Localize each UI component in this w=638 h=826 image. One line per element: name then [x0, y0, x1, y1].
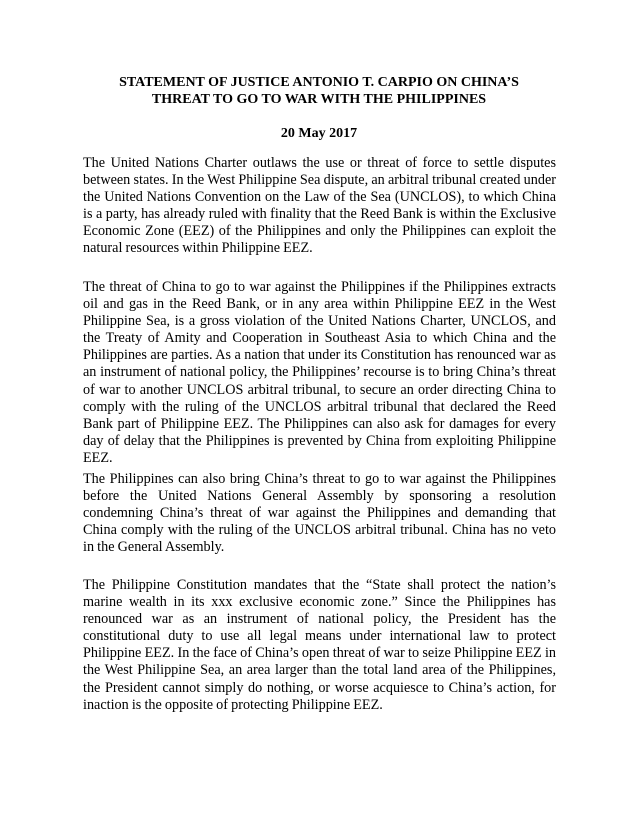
paragraph-1: The United Nations Charter outlaws the use or threat of force to settle disputes between states. In the West Philippine Sea dispute, an arbitral tribunal created under the United Nations Convention on the Law of the Sea (UNCLOS), to which China is a party, has already ruled with finality that the Reed Bank is within the Exclusive Economic Zone (EEZ) of the Philippines and only the Philippines can exploit the natural resources within Philippine EEZ.: [83, 155, 556, 257]
paragraph-4: The Philippine Constitution mandates that the “State shall protect the nation’s marine wealth in its xxx exclusive economic zone.” Since the Philippines has renounced war as an instrument of national policy, the President has the constitutional duty to use all legal means under international law to protect Philippine EEZ. In the face of China’s open threat of war to seize Philippine EEZ in the West Philippine Sea, an area larger than the total land area of the Philippines, the President cannot simply do nothing, or worse acquiesce to China’s action, for inaction is the opposite of protecting Philippine EEZ.: [83, 577, 556, 713]
title-line-2: THREAT TO GO TO WAR WITH THE PHILIPPINES: [151, 92, 487, 107]
document-title: [60, 74, 578, 108]
paragraph-3: The Philippines can also bring China’s threat to go to war against the Philippines before the United Nations General Assembly by sponsoring a resolution condemning China’s threat of war against the Philippines and demanding that China comply with the ruling of the UNCLOS arbitral tribunal. China has no veto in the General Assembly.: [83, 471, 556, 556]
title-line-1: STATEMENT OF JUSTICE ANTONIO T. CARPIO ON CHINA’S: [119, 75, 519, 90]
document-date: 20 May 2017: [280, 126, 358, 141]
paragraph-2: The threat of China to go to war against the Philippines if the Philippines extracts oil and gas in the Reed Bank, or in any area within Philippine EEZ in the West Philippine Sea, is a gross violation of the United Nations Charter, UNCLOS, and the Treaty of Amity and Cooperation in Southeast Asia to which China and the Philippines are parties. As a nation that under its Constitution has renounced war as an instrument of national policy, the Philippines’ recourse is to bring China’s threat of war to another UNCLOS arbitral tribunal, to secure an order directing China to comply with the ruling of the UNCLOS arbitral tribunal that declared the Reed Bank part of Philippine EEZ. The Philippines can also ask for damages for every day of delay that the Philippines is prevented by China from exploiting Philippine EEZ.: [83, 279, 556, 466]
